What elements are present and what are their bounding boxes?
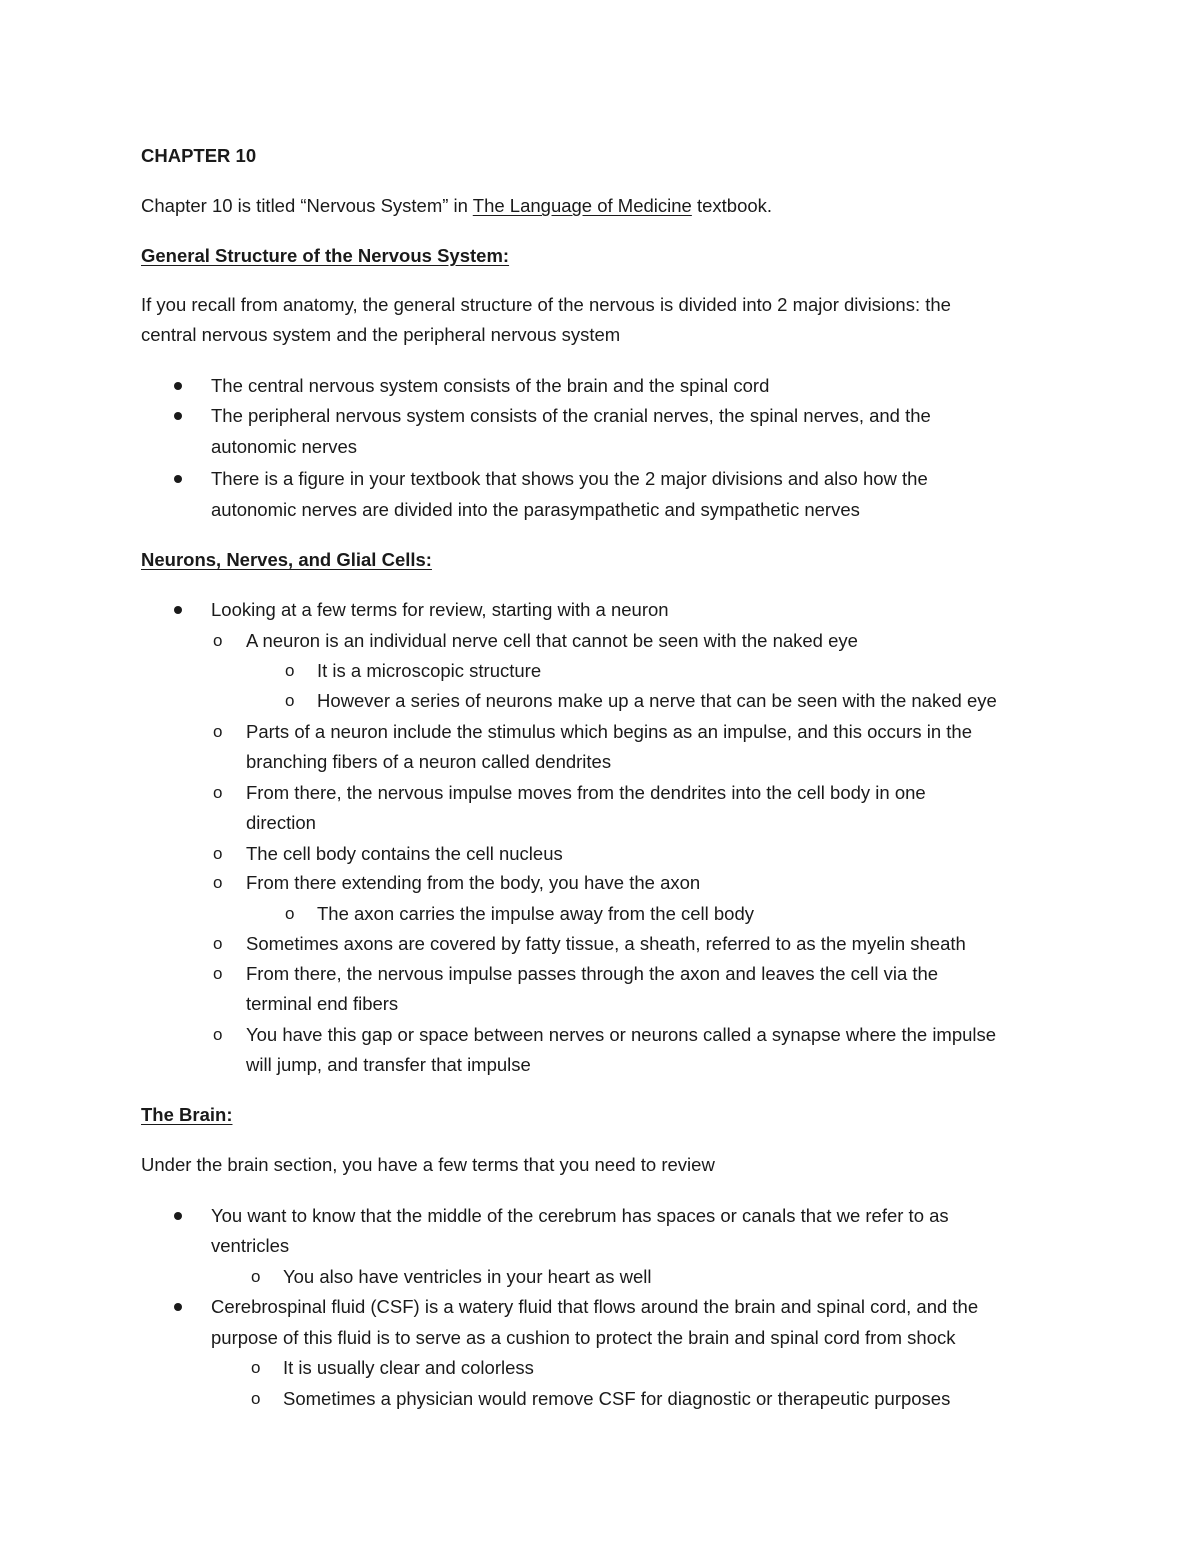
bullet-icon: [174, 412, 182, 420]
list-item-continuation: autonomic nerves: [211, 436, 358, 457]
sub-list-item: Sometimes a physician would remove CSF for diagnostic or therapeutic purposes: [283, 1388, 951, 1409]
list-item: The central nervous system consists of the brain and the spinal cord: [211, 375, 770, 396]
list-item: Cerebrospinal fluid (CSF) is a watery fluid that flows around the brain and spinal cord, and the: [211, 1296, 979, 1317]
bullet-icon: [174, 475, 182, 483]
sub-list-item: A neuron is an individual nerve cell that cannot be seen with the naked eye: [246, 630, 858, 651]
chapter-heading: CHAPTER 10: [141, 145, 257, 166]
sub-sub-list-item: The axon carries the impulse away from the cell body: [317, 903, 755, 924]
sub-list-item: From there extending from the body, you have the axon: [246, 872, 701, 893]
intro-suffix: textbook.: [691, 195, 773, 216]
sub-bullet-icon: o: [213, 631, 223, 650]
paragraph-line: Under the brain section, you have a few terms that you need to review: [141, 1154, 715, 1175]
sub-list-item: You also have ventricles in your heart as well: [283, 1266, 652, 1287]
intro-paragraph: [141, 194, 772, 218]
book-title: The Language of Medicine: [472, 195, 692, 216]
sub-list-item: From there, the nervous impulse passes through the axon and leaves the cell via the: [246, 963, 939, 984]
sub-list-item: The cell body contains the cell nucleus: [246, 843, 563, 864]
list-item: There is a figure in your textbook that shows you the 2 major divisions and also how the: [211, 468, 928, 489]
sub-bullet-icon: o: [213, 934, 223, 953]
section-heading-general-structure: General Structure of the Nervous System:: [141, 245, 510, 266]
sub-bullet-icon: o: [251, 1267, 261, 1286]
sub-bullet-icon: o: [251, 1358, 261, 1377]
sub-sub-list-item: However a series of neurons make up a nerve that can be seen with the naked eye: [317, 690, 997, 711]
sub-bullet-icon: o: [213, 722, 223, 741]
paragraph-line: central nervous system and the peripheral nervous system: [141, 324, 621, 345]
intro-prefix: Chapter 10 is titled “Nervous System” in: [141, 195, 473, 216]
sub-list-item-continuation: branching fibers of a neuron called dendrites: [246, 751, 612, 772]
paragraph-line: If you recall from anatomy, the general structure of the nervous is divided into 2 major divisions: the: [141, 294, 951, 315]
bullet-icon: [174, 1212, 182, 1220]
sub-sub-list-item: It is a microscopic structure: [317, 660, 542, 681]
sub-list-item: You have this gap or space between nerves or neurons called a synapse where the impulse: [246, 1024, 997, 1045]
list-item: The peripheral nervous system consists of the cranial nerves, the spinal nerves, and the: [211, 405, 931, 426]
sub-bullet-icon: o: [213, 873, 223, 892]
list-item-continuation: purpose of this fluid is to serve as a cushion to protect the brain and spinal cord from shock: [211, 1327, 956, 1348]
sub-list-item: Parts of a neuron include the stimulus which begins as an impulse, and this occurs in the: [246, 721, 973, 742]
sub-bullet-icon: o: [285, 904, 295, 923]
sub-list-item-continuation: direction: [246, 812, 316, 833]
sub-bullet-icon: o: [285, 661, 295, 680]
bullet-icon: [174, 606, 182, 614]
sub-bullet-icon: o: [213, 844, 223, 863]
sub-bullet-icon: o: [251, 1389, 261, 1408]
section-heading-brain: The Brain:: [141, 1104, 233, 1125]
bullet-icon: [174, 382, 182, 390]
list-item: You want to know that the middle of the cerebrum has spaces or canals that we refer to as: [211, 1205, 949, 1226]
sub-bullet-icon: o: [285, 691, 295, 710]
sub-list-item: It is usually clear and colorless: [283, 1357, 534, 1378]
sub-list-item-continuation: will jump, and transfer that impulse: [246, 1054, 531, 1075]
sub-bullet-icon: o: [213, 783, 223, 802]
sub-bullet-icon: o: [213, 1025, 223, 1044]
bullet-icon: [174, 1303, 182, 1311]
list-item-continuation: autonomic nerves are divided into the parasympathetic and sympathetic nerves: [211, 499, 860, 520]
sub-list-item-continuation: terminal end fibers: [246, 993, 399, 1014]
sub-bullet-icon: o: [213, 964, 223, 983]
section-heading-neurons: Neurons, Nerves, and Glial Cells:: [141, 549, 432, 570]
sub-list-item: Sometimes axons are covered by fatty tissue, a sheath, referred to as the myelin sheath: [246, 933, 966, 954]
list-item-continuation: ventricles: [211, 1235, 290, 1256]
sub-list-item: From there, the nervous impulse moves from the dendrites into the cell body in one: [246, 782, 926, 803]
list-item: Looking at a few terms for review, starting with a neuron: [211, 599, 669, 620]
